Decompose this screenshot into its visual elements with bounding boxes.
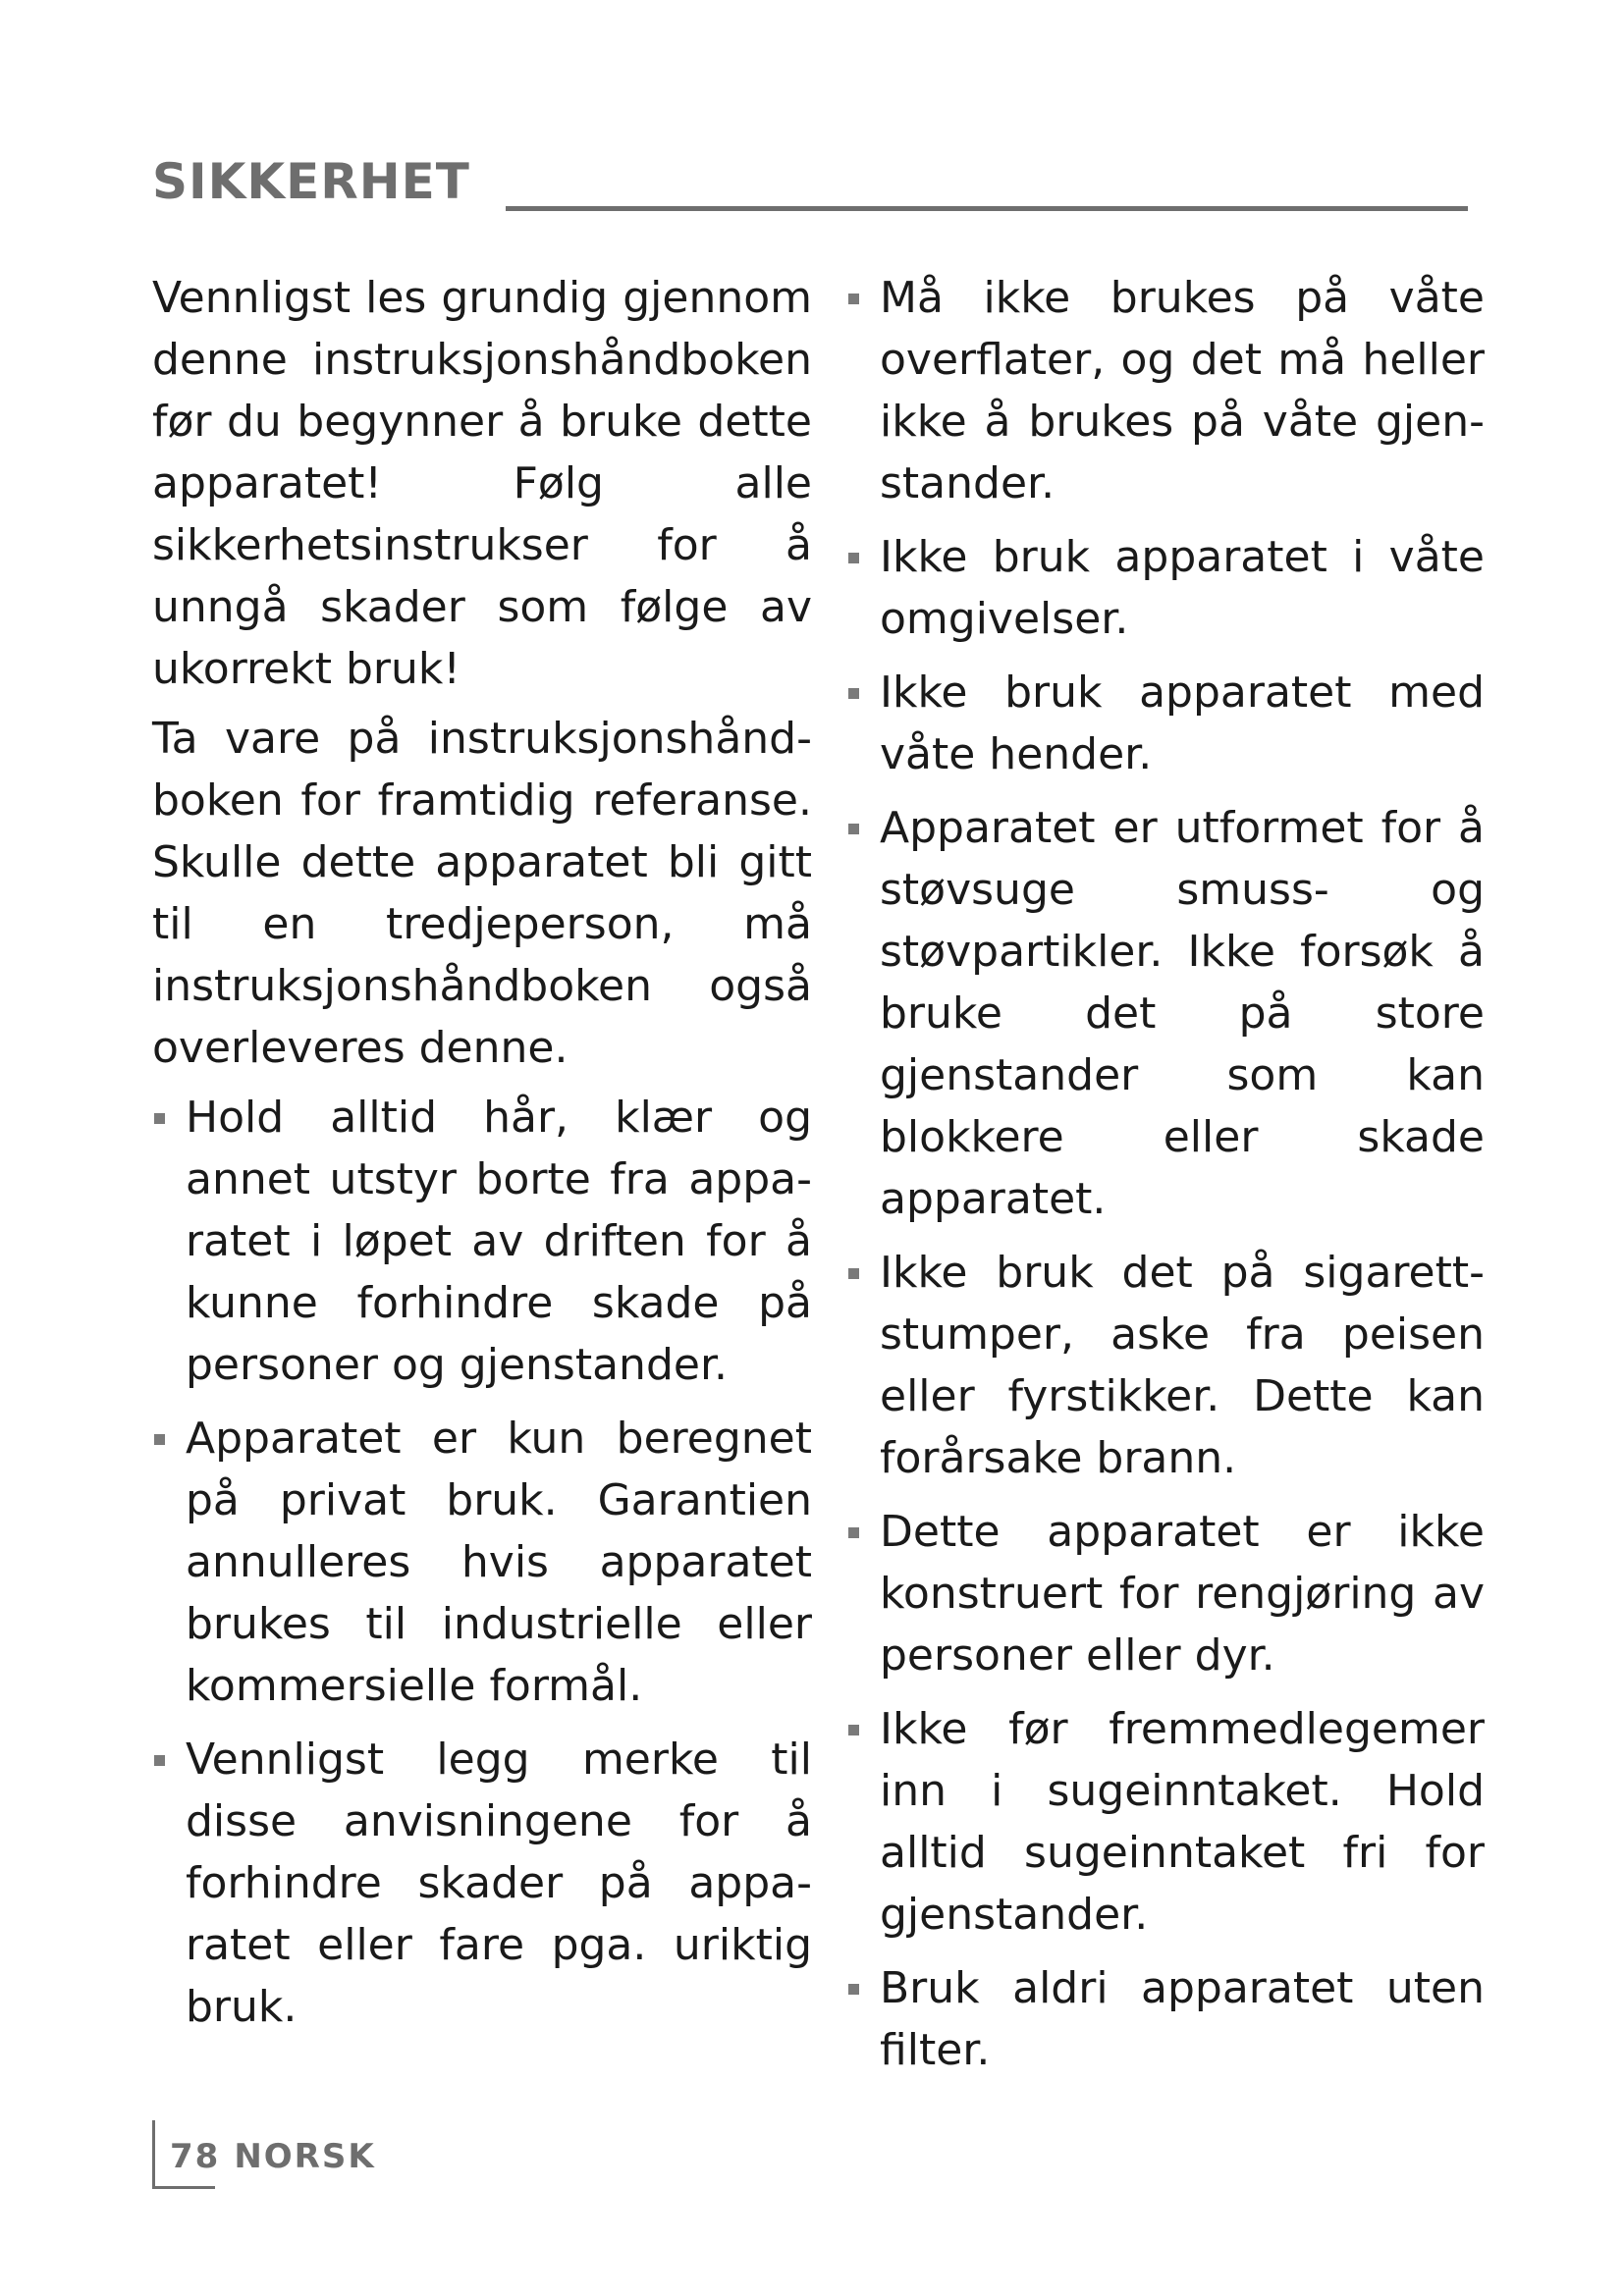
page-number: 78: [170, 2137, 221, 2176]
right-column: [846, 267, 1485, 2093]
list-item: [846, 1501, 1485, 1686]
list-item: [846, 662, 1485, 785]
list-item-text: Dette apparatet er ikke konstruert for rengjøring av personer eller dyr.: [880, 1507, 1485, 1681]
language-label: NORSK: [234, 2137, 376, 2176]
list-item: [152, 1087, 812, 1396]
storage-paragraph: Ta vare på instruksjonshåndboken for framtidig referanse. Skulle dette apparatet bli gitt til en tredjeperson, må instruksjonshåndboken også overleveres denne.: [152, 714, 812, 1073]
square-bullet-icon: [848, 294, 859, 304]
list-item-text: Ikke bruk det på sigarettstumper, aske fra peisen eller fyrstikker. Dette kan forårsake brann.: [880, 1248, 1485, 1483]
list-item-text: Ikke før fremmedlegemer inn i sugeinntaket. Hold alltid sugeinntaket fri for gjenstander.: [880, 1704, 1485, 1940]
square-bullet-icon: [848, 1268, 859, 1279]
list-item-text: Må ikke brukes på våte overflater, og det må heller ikke å brukes på våte gjenstander.: [880, 273, 1485, 508]
list-item: [846, 267, 1485, 514]
heading-rule: [506, 206, 1468, 211]
list-item-text: Apparatet er utformet for å støvsuge smuss- og støvpartikler. Ikke forsøk å bruke det på store gjenstander som kan blokkere eller skade apparatet.: [880, 803, 1485, 1224]
list-item-text: Ikke bruk apparatet med våte hender.: [880, 667, 1485, 779]
square-bullet-icon: [154, 1113, 165, 1124]
square-bullet-icon: [848, 1527, 859, 1538]
list-item: [846, 1242, 1485, 1489]
list-item: [152, 1408, 812, 1717]
square-bullet-icon: [848, 688, 859, 699]
footer-label: [170, 2132, 390, 2181]
square-bullet-icon: [848, 1984, 859, 1995]
page-title: SIKKERHET: [152, 153, 470, 210]
section-heading: [152, 147, 1468, 216]
list-item-text: Hold alltid hår, klær og annet utstyr borte fra apparatet i løpet av driften for å kunne forhindre skade på personer og gjenstander.: [186, 1093, 812, 1390]
list-item-text: Apparatet er kun beregnet på privat bruk. Garantien annulleres hvis apparatet brukes til industrielle eller kommersielle formål.: [186, 1414, 812, 1711]
list-item: [152, 1729, 812, 2038]
square-bullet-icon: [848, 1725, 859, 1735]
list-item: [846, 797, 1485, 1230]
square-bullet-icon: [154, 1755, 165, 1766]
list-item-text: Bruk aldri apparatet uten filter.: [880, 1963, 1485, 2075]
left-column: [152, 267, 812, 2050]
square-bullet-icon: [848, 824, 859, 834]
square-bullet-icon: [154, 1434, 165, 1445]
footer-bracket-horizontal: [152, 2186, 215, 2189]
square-bullet-icon: [848, 553, 859, 563]
page-footer: [152, 2120, 545, 2189]
list-item: [846, 526, 1485, 650]
list-item: [846, 1957, 1485, 2081]
list-item-text: Vennligst legg merke til disse anvisningene for å forhindre skader på apparatet eller fare pga. uriktig bruk.: [186, 1735, 812, 2032]
list-item-text: Ikke bruk apparatet i våte omgivelser.: [880, 532, 1485, 644]
list-item: [846, 1698, 1485, 1946]
footer-bracket-vertical: [152, 2120, 155, 2189]
intro-paragraph: Vennligst les grundig gjennom denne instruksjonshåndboken før du begynner å bruke dette apparatet! Følg alle sikkerhetsinstrukser for å unngå skader som følge av ukorrekt bruk!: [152, 273, 812, 694]
